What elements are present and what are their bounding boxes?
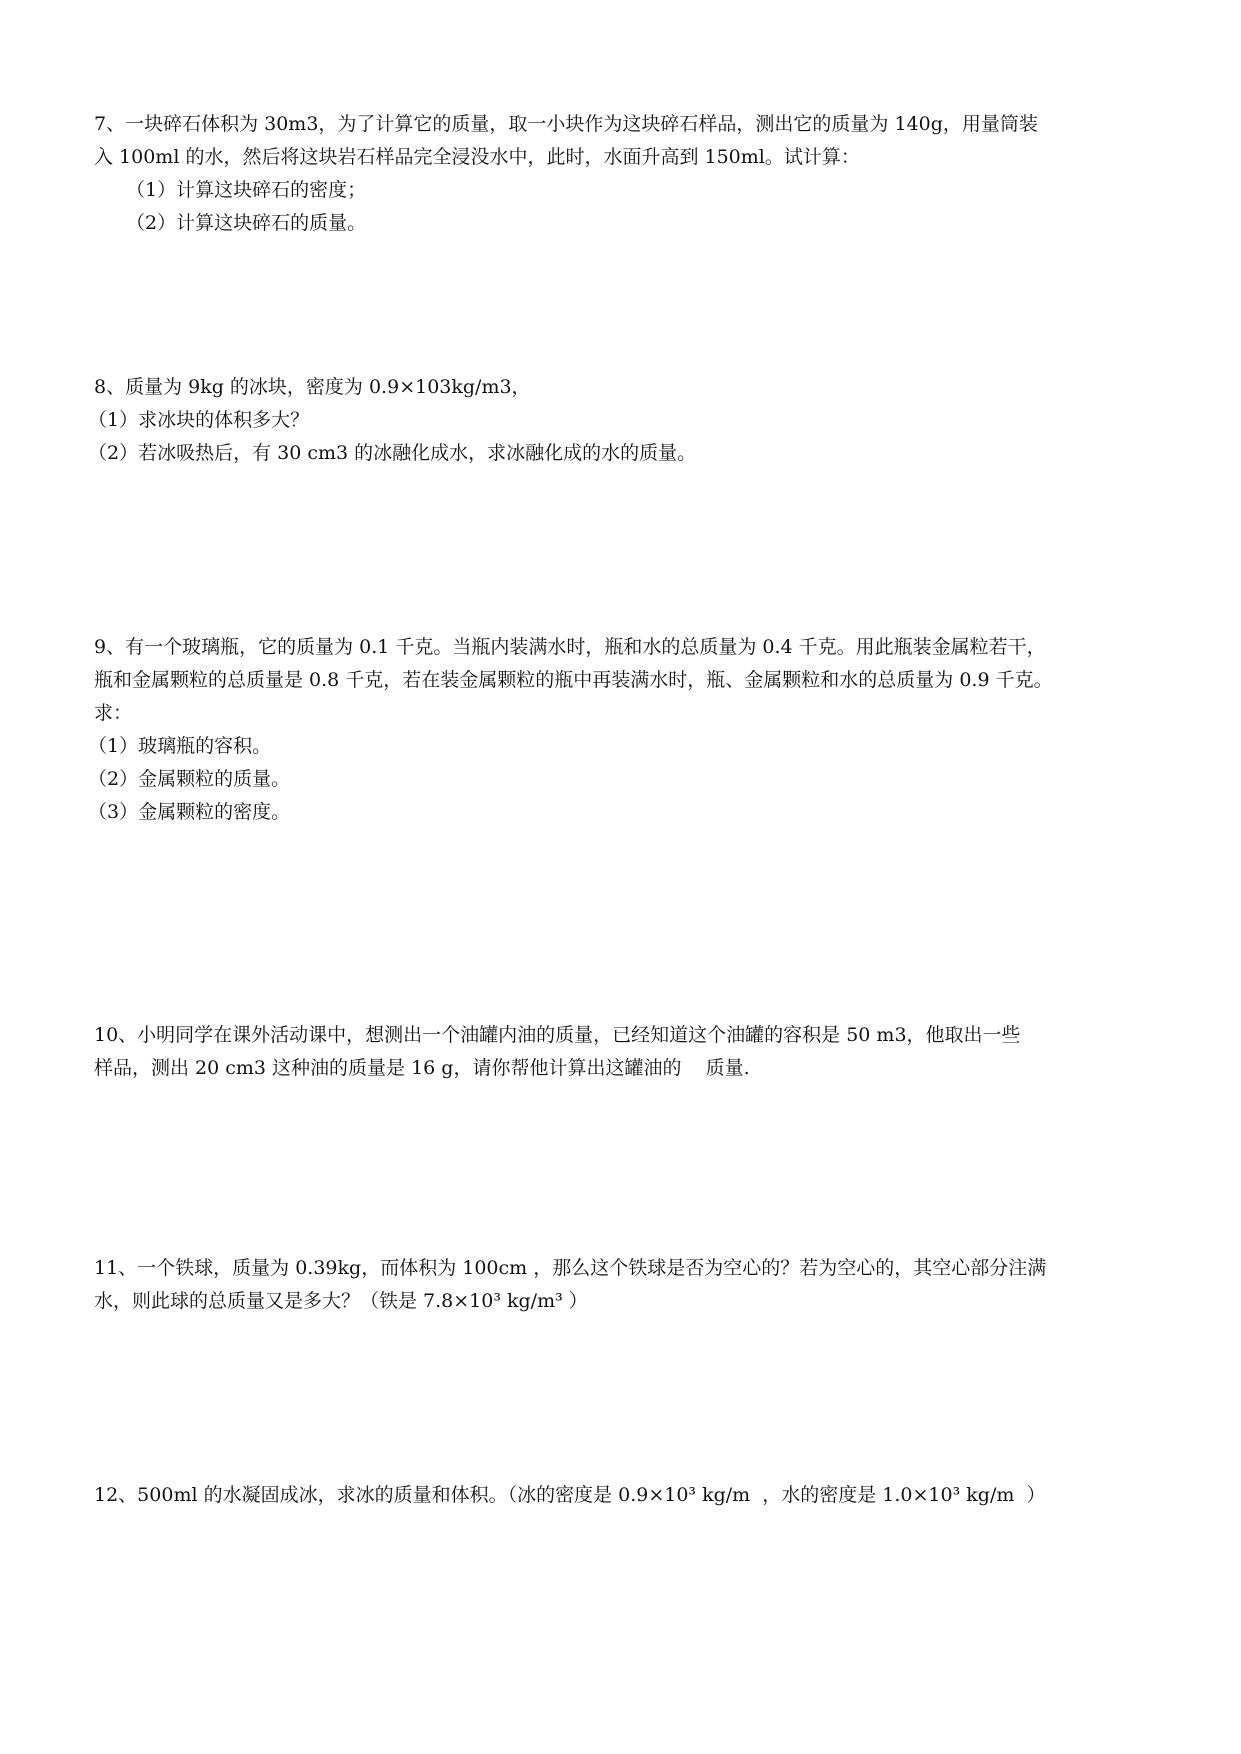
question-10-line-1: 10、小明同学在课外活动课中，想测出一个油罐内油的质量，已经知道这个油罐的容积是 50 m3，他取出一些 — [94, 1024, 1021, 1046]
question-12 — [94, 1479, 1154, 1512]
question-9-line-2: 瓶和金属颗粒的总质量是 0.8 千克，若在装金属颗粒的瓶中再装满水时，瓶、金属颗粒和水的总质量为 0.9 千克。 — [94, 669, 1053, 691]
question-7-sub-1: （1）计算这块碎石的密度； — [126, 179, 367, 201]
question-10 — [94, 1019, 1154, 1085]
question-8 — [88, 371, 1154, 470]
question-7 — [94, 108, 1154, 240]
question-7-line-1: 7、一块碎石体积为 30m3，为了计算它的质量，取一小块作为这块碎石样品，测出它的质量为 140g，用量筒装 — [94, 113, 1038, 135]
question-9 — [88, 631, 1154, 829]
question-10-line-2: 样品，测出 20 cm3 这种油的质量是 16 g，请你帮他计算出这罐油的 质量. — [94, 1057, 750, 1079]
question-9-sub-1: （1）玻璃瓶的容积。 — [88, 735, 272, 757]
question-9-line-1: 9、有一个玻璃瓶，它的质量为 0.1 千克。当瓶内装满水时，瓶和水的总质量为 0.4 千克。用此瓶装金属粒若干， — [94, 636, 1046, 658]
question-12-line-1: 12、500ml 的水凝固成冰，求冰的质量和体积。（冰的密度是 0.9×10³ kg/m ，水的密度是 1.0×10³ kg/m ） — [94, 1484, 1046, 1506]
question-9-sub-2: （2）金属颗粒的质量。 — [88, 768, 291, 790]
question-11-line-1: 11、一个铁球，质量为 0.39kg，而体积为 100cm ，那么这个铁球是否为空心的？若为空心的，其空心部分注满 — [94, 1257, 1047, 1279]
question-8-sub-1: （1）求冰块的体积多大？ — [88, 409, 310, 431]
question-9-sub-3: （3）金属颗粒的密度。 — [88, 801, 291, 823]
question-11 — [94, 1252, 1154, 1318]
question-8-line-1: 8、质量为 9kg 的冰块，密度为 0.9×103kg/m3， — [94, 376, 531, 398]
question-8-sub-2: （2）若冰吸热后，有 30 cm3 的冰融化成水，求冰融化成的水的质量。 — [88, 442, 697, 464]
question-7-line-2: 入 100ml 的水，然后将这块岩石样品完全浸没水中，此时，水面升高到 150ml。试计算： — [94, 146, 860, 168]
question-11-line-2: 水，则此球的总质量又是多大？（铁是 7.8×10³ kg/m³ ） — [94, 1290, 588, 1312]
question-9-line-3: 求： — [94, 702, 133, 724]
question-7-sub-2: （2）计算这块碎石的质量。 — [126, 212, 367, 234]
